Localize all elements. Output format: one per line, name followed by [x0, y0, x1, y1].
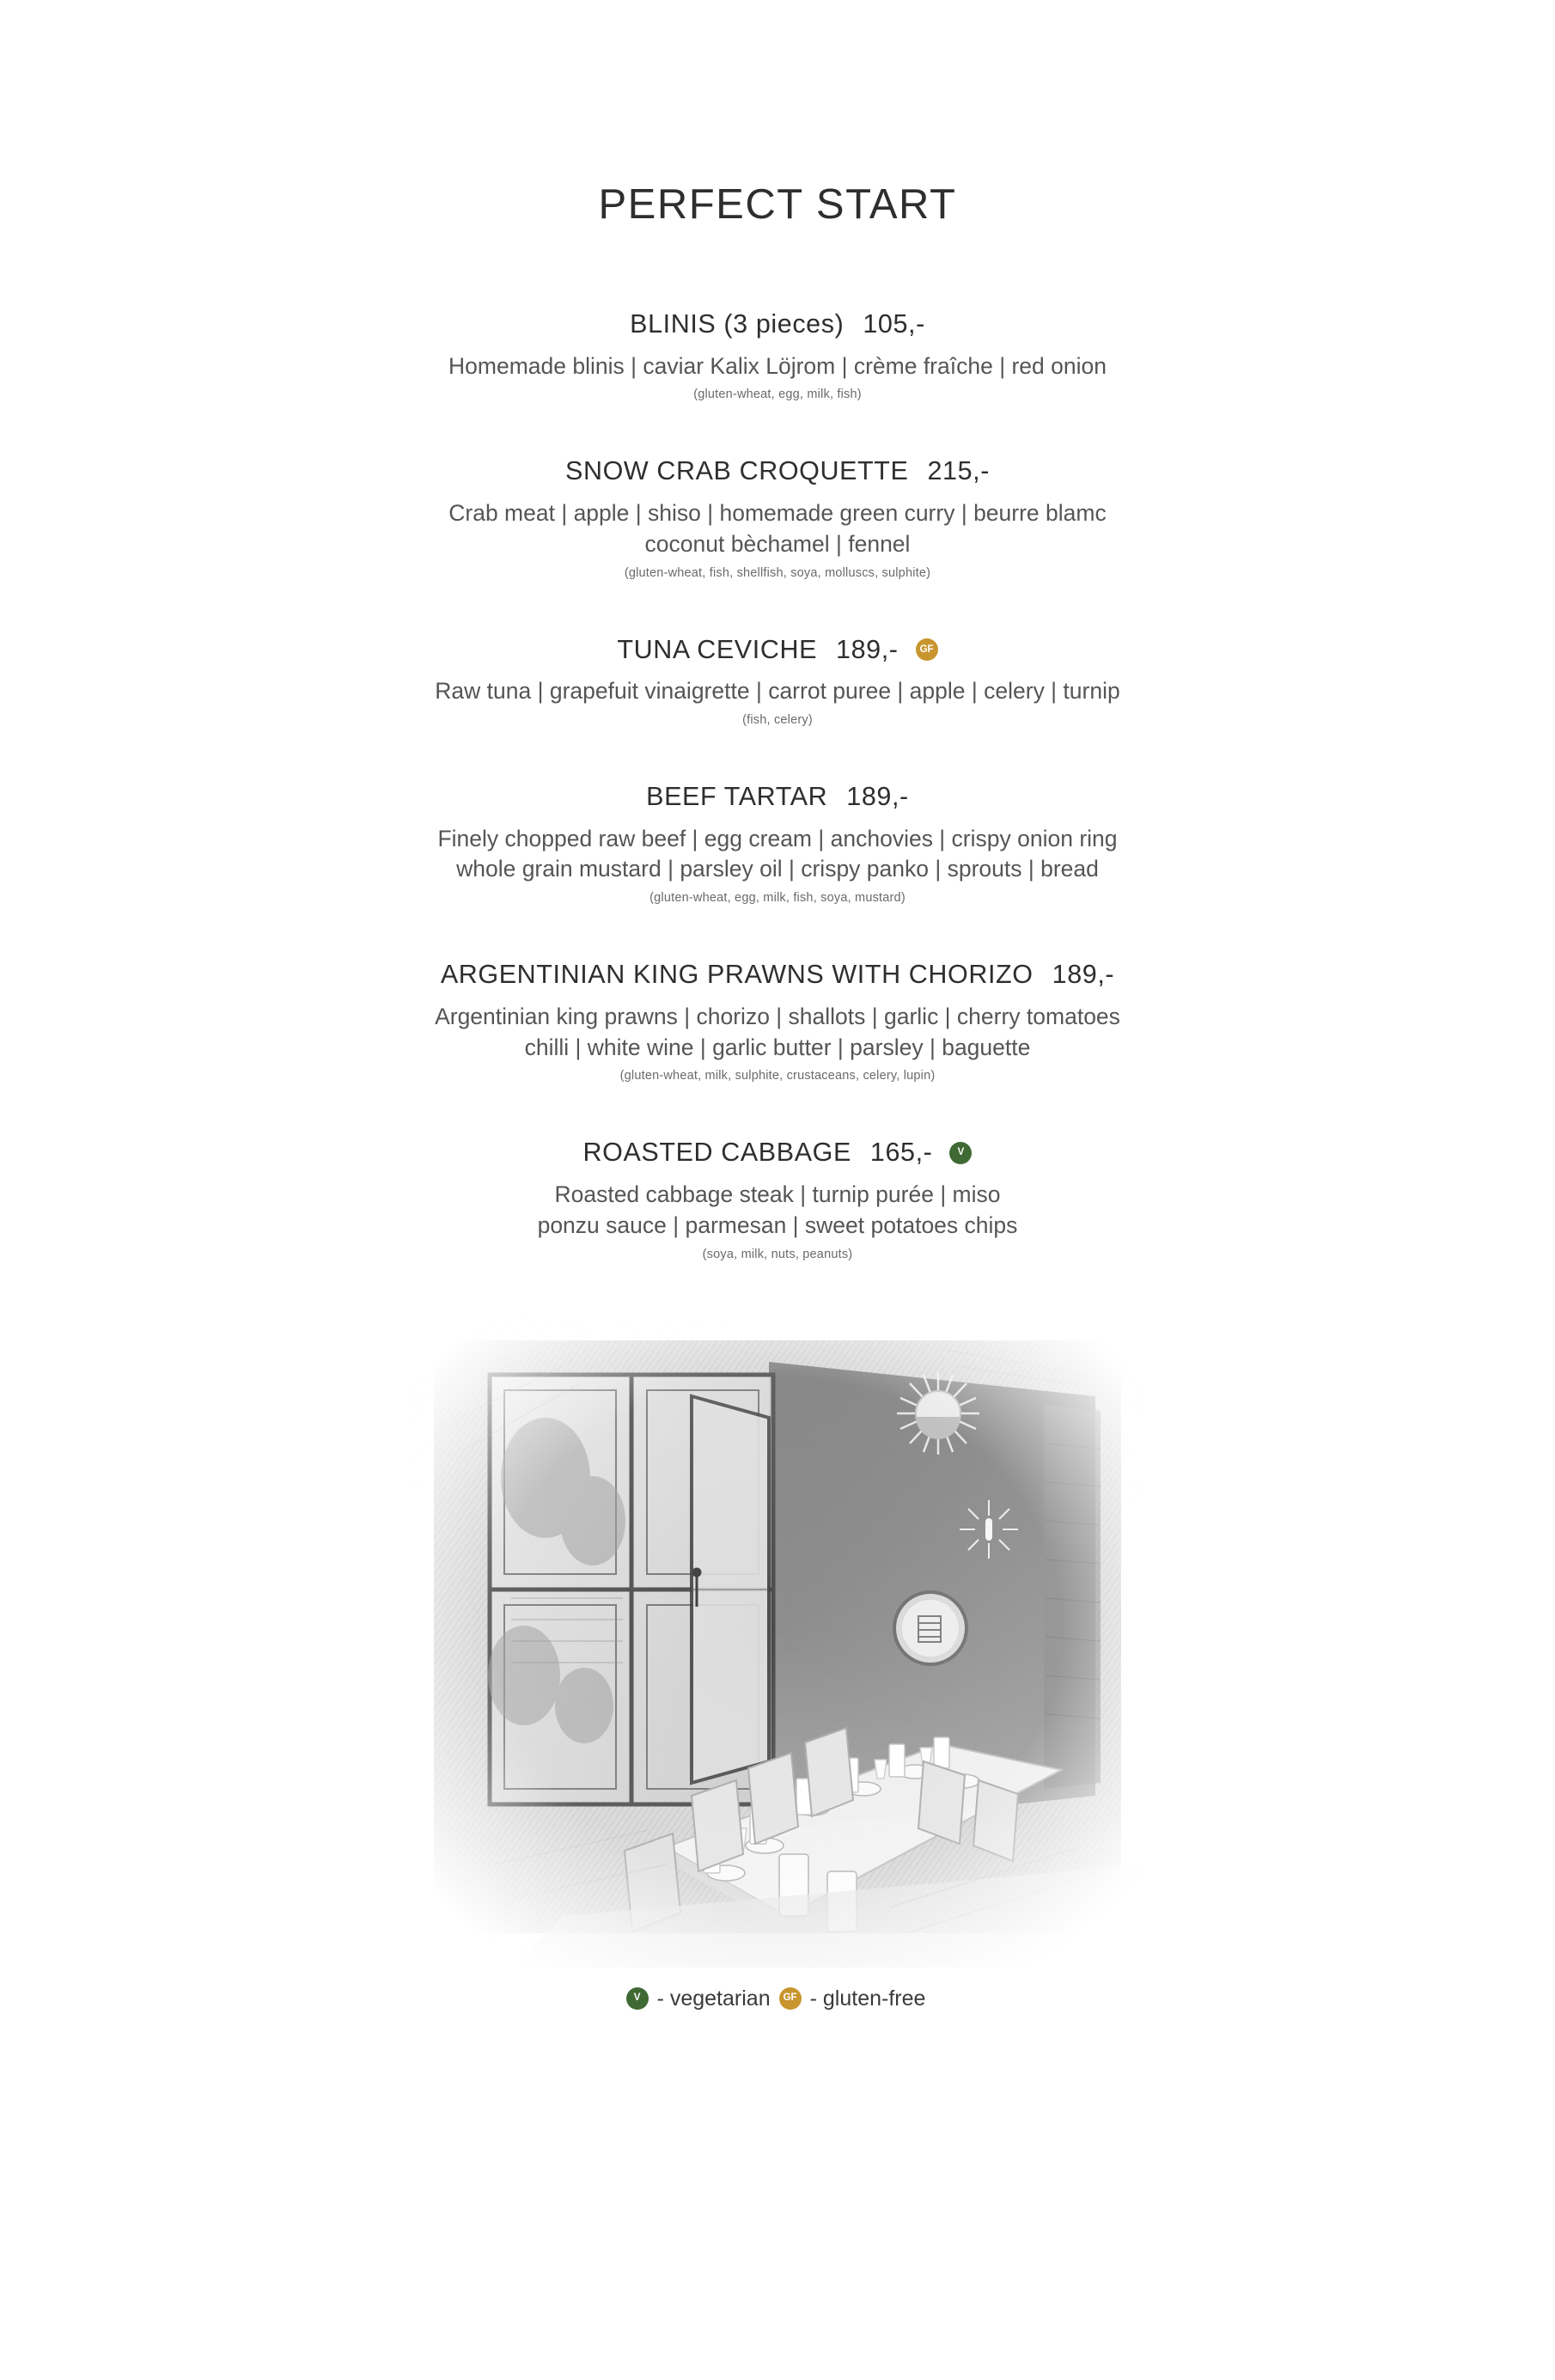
description-line: coconut bèchamel | fennel: [644, 530, 911, 557]
menu-item: [0, 455, 1555, 579]
menu-item-price: 105,-: [863, 309, 925, 339]
vegetarian-icon: V: [949, 1142, 972, 1164]
menu-item-price: 165,-: [869, 1138, 933, 1168]
menu-item-heading: [0, 308, 1555, 342]
description-line: Raw tuna | grapefuit vinaigrette | carrot puree | apple | celery | turnip: [435, 678, 1120, 705]
menu-item-heading: [0, 958, 1555, 992]
menu-item-heading: [0, 1136, 1555, 1170]
menu-item-name: TUNA CEVICHE: [617, 634, 818, 664]
description-line: chilli | white wine | garlic butter | parsley | baguette: [524, 1034, 1031, 1060]
menu-item: [0, 780, 1555, 905]
dining-room-photo: [408, 1315, 1147, 1968]
description-line: Homemade blinis | caviar Kalix Löjrom | crème fraîche | red onion: [448, 352, 1107, 379]
gluten-free-icon: GF: [916, 638, 938, 661]
menu-item-allergens: (gluten-wheat, egg, milk, fish, soya, mustard): [649, 891, 906, 906]
menu-item-heading: [0, 633, 1555, 668]
description-line: Finely chopped raw beef | egg cream | anchovies | crispy onion ring: [437, 825, 1118, 851]
menu-item-description: [0, 824, 1555, 886]
description-line: Crab meat | apple | shiso | homemade green curry | beurre blamc: [448, 500, 1107, 527]
menu-item-allergens: (gluten-wheat, fish, shellfish, soya, molluscs, sulphite): [624, 565, 931, 580]
description-line: ponzu sauce | parmesan | sweet potatoes chips: [537, 1211, 1018, 1238]
page-title: PERFECT START: [598, 181, 957, 228]
menu-item-price: 215,-: [927, 456, 990, 486]
menu-item-description: [0, 498, 1555, 560]
menu-item-name: SNOW CRAB CROQUETTE: [565, 456, 909, 486]
menu-item-price: 189,-: [836, 634, 899, 664]
menu-item-price: 189,-: [1052, 960, 1115, 990]
menu-item: [0, 1136, 1555, 1260]
description-line: whole grain mustard | parsley oil | crispy panko | sprouts | bread: [456, 856, 1099, 882]
legend-vegetarian-label: - vegetarian: [656, 1986, 771, 2011]
gluten-free-icon: GF: [779, 1987, 802, 2010]
menu-item-heading: [0, 780, 1555, 815]
menu-item-description: [0, 1180, 1555, 1242]
menu-item-description: [0, 351, 1555, 382]
legend-glutenfree-label: - gluten-free: [809, 1986, 926, 2011]
legend: [0, 1986, 1555, 2011]
menu-item-name: ROASTED CABBAGE: [582, 1138, 851, 1168]
menu-item: [0, 633, 1555, 727]
menu-page: [0, 180, 1555, 2380]
menu-item-allergens: (gluten-wheat, milk, sulphite, crustaceans, celery, lupin): [619, 1069, 936, 1083]
description-line: Argentinian king prawns | chorizo | shallots | garlic | cherry tomatoes: [435, 1003, 1120, 1029]
menu-item-name: ARGENTINIAN KING PRAWNS WITH CHORIZO: [440, 960, 1034, 990]
menu-item-description: [0, 1002, 1555, 1064]
menu-item-allergens: (soya, milk, nuts, peanuts): [702, 1247, 853, 1261]
menu-item-heading: [0, 455, 1555, 489]
menu-item-name: BEEF TARTAR: [646, 781, 828, 811]
menu-item: [0, 958, 1555, 1083]
description-line: Roasted cabbage steak | turnip purée | miso: [554, 1181, 1001, 1207]
vegetarian-icon: V: [626, 1987, 649, 2010]
menu-item-allergens: (gluten-wheat, egg, milk, fish): [693, 388, 862, 402]
photo-container: [0, 1315, 1555, 1968]
menu-item-allergens: (fish, celery): [742, 712, 813, 727]
menu-item-list: [0, 308, 1555, 1261]
dining-room-sketch-icon: [408, 1315, 1147, 1968]
menu-item-name: BLINIS (3 pieces): [630, 309, 845, 339]
menu-item-price: 189,-: [846, 781, 909, 811]
menu-item-description: [0, 676, 1555, 707]
menu-item: [0, 308, 1555, 401]
